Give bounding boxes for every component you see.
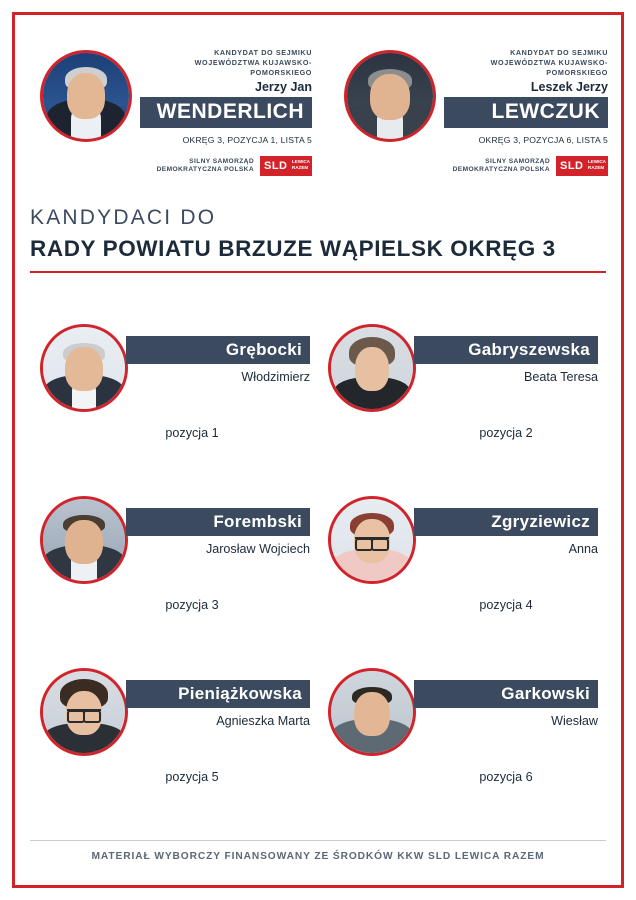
sejmik-firstname: Leszek Jerzy (530, 80, 608, 94)
sld-logo-text: SLD (264, 160, 288, 172)
candidate-position: pozycja 6 (479, 770, 533, 784)
candidate-card-grebocki (30, 318, 318, 490)
candidate-photo (40, 324, 128, 412)
candidate-firstname: Anna (568, 542, 598, 556)
candidate-firstname: Agnieszka Marta (216, 714, 310, 728)
candidate-firstname: Jarosław Wojciech (205, 542, 310, 556)
candidate-text-block (414, 508, 598, 557)
sld-slogan-line-2: DEMOKRATYCZNA POLSKA (156, 166, 254, 173)
sejmik-kand-line-2: WOJEWÓDZTWA KUJAWSKO-POMORSKIEGO (490, 58, 608, 77)
candidate-surname: Grębocki (126, 336, 310, 364)
candidate-text-block (126, 508, 310, 557)
sejmik-candidates-row (22, 22, 614, 182)
candidate-text-block (414, 336, 598, 385)
sld-branding (157, 156, 312, 176)
candidate-photo (328, 496, 416, 584)
candidate-surname: Forembski (126, 508, 310, 536)
footer-divider (30, 840, 606, 841)
sld-logo-sub: LEWICA RAZEM (587, 159, 606, 170)
candidate-position: pozycja 2 (479, 426, 533, 440)
sejmik-card-wenderlich (22, 22, 318, 182)
candidate-card-forembski (30, 490, 318, 662)
candidate-position: pozycja 3 (165, 598, 219, 612)
candidate-text-block (414, 680, 598, 729)
candidate-row (30, 318, 606, 490)
sejmik-firstname: Jerzy Jan (255, 80, 312, 94)
sld-logo-text: SLD (560, 160, 584, 172)
sld-slogan (453, 158, 550, 175)
candidate-text-block (126, 336, 310, 385)
footer-disclaimer: MATERIAŁ WYBORCZY FINANSOWANY ZE ŚRODKÓW KKW SLD LEWICA RAZEM (91, 851, 545, 862)
candidate-position: pozycja 4 (479, 598, 533, 612)
candidate-firstname: Wiesław (551, 714, 598, 728)
candidate-photo (40, 50, 132, 142)
candidate-surname: Gabryszewska (414, 336, 598, 364)
title-line-1: KANDYDACI DO (30, 206, 217, 229)
candidates-grid (30, 318, 606, 834)
candidate-row (30, 490, 606, 662)
candidate-photo (328, 668, 416, 756)
sejmik-text-block (444, 48, 608, 145)
candidate-photo (40, 668, 128, 756)
sld-logo-sub: LEWICA RAZEM (291, 159, 310, 170)
candidate-firstname: Włodzimierz (241, 370, 310, 384)
sld-slogan-line-1: SILNY SAMORZĄD (485, 157, 550, 165)
candidate-position: pozycja 1 (165, 426, 219, 440)
sejmik-surname: LEWCZUK (444, 97, 608, 128)
candidate-row (30, 662, 606, 834)
candidate-surname: Pieniążkowska (126, 680, 310, 708)
sld-slogan (157, 158, 254, 175)
title-line-2: RADY POWIATU BRZUZE WĄPIELSK OKRĘG 3 (30, 236, 556, 261)
candidate-card-zgryziewicz (318, 490, 606, 662)
candidate-photo (344, 50, 436, 142)
sejmik-card-lewczuk (318, 22, 614, 182)
candidate-photo (40, 496, 128, 584)
sld-logo (260, 156, 312, 176)
candidate-surname: Zgryziewicz (414, 508, 598, 536)
candidate-card-garkowski (318, 662, 606, 834)
sld-branding (453, 156, 608, 176)
candidate-card-pieniazkowska (30, 662, 318, 834)
sejmik-surname: WENDERLICH (140, 97, 312, 128)
sejmik-okreg-line: OKRĘG 3, POZYCJA 1, LISTA 5 (182, 135, 312, 145)
sejmik-kand-line-1: KANDYDAT DO SEJMIKU (510, 48, 608, 57)
candidate-surname: Garkowski (414, 680, 598, 708)
title-divider (30, 271, 606, 273)
sld-slogan-line-1: SILNY SAMORZĄD (189, 157, 254, 165)
candidate-firstname: Beata Teresa (524, 370, 598, 384)
sld-slogan-line-2: DEMOKRATYCZNA POLSKA (452, 166, 550, 173)
candidate-photo (328, 324, 416, 412)
candidate-text-block (126, 680, 310, 729)
page-title (30, 205, 606, 273)
sejmik-okreg-line: OKRĘG 3, POZYCJA 6, LISTA 5 (478, 135, 608, 145)
candidate-card-gabryszewska (318, 318, 606, 490)
sld-logo (556, 156, 608, 176)
sejmik-kand-line-2: WOJEWÓDZTWA KUJAWSKO-POMORSKIEGO (194, 58, 312, 77)
candidate-position: pozycja 5 (165, 770, 219, 784)
sejmik-text-block (140, 48, 312, 145)
sejmik-kand-line-1: KANDYDAT DO SEJMIKU (214, 48, 312, 57)
